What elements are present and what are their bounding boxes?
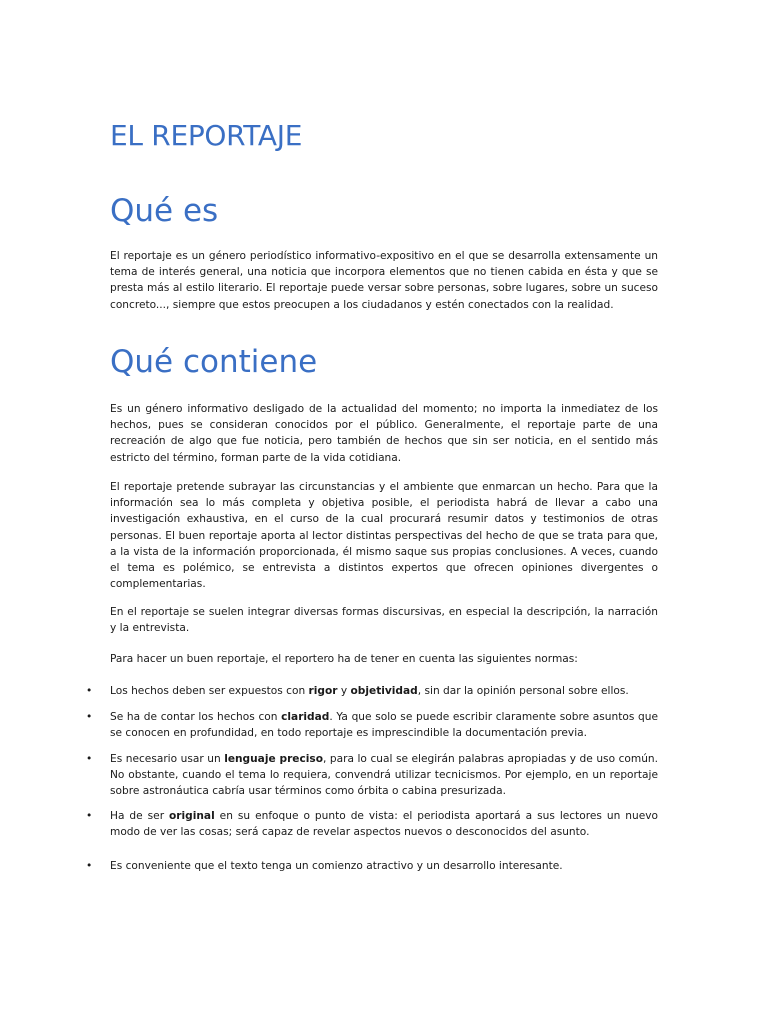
document-title: EL REPORTAJE [110, 119, 303, 152]
bullet-icon: • [86, 860, 93, 872]
bullet-icon: • [86, 810, 93, 822]
paragraph-content-4: Para hacer un buen reportaje, el reportero ha de tener en cuenta las siguientes normas: [110, 653, 578, 665]
section-heading-que-contiene: Qué contiene [110, 344, 318, 380]
keyword-objetividad: objetividad [350, 685, 418, 697]
rule-text: Los hechos deben ser expuestos con rigor y objetividad, sin dar la opinión personal sobre ellos. [110, 685, 629, 697]
keyword-original: original [169, 810, 215, 822]
paragraph-content-3: En el reportaje se suelen integrar diversas formas discursivas, en especial la descripción, la narración y la entrevista. [110, 606, 658, 635]
paragraph-content-1: Es un género informativo desligado de la actualidad del momento; no importa la inmediatez de los hechos, pues se consideran conocidos por el público. Generalmente, el reportaje parte de una recreación de algo que fue noticia, pero también de hechos que sin ser noticia, en el sentido más estricto del término, forman parte de la vida cotidiana. [110, 403, 658, 464]
section-heading-que-es: Qué es [110, 193, 219, 229]
bullet-icon: • [86, 711, 93, 723]
keyword-rigor: rigor [308, 685, 338, 697]
rule-text: Ha de ser original en su enfoque o punto de vista: el periodista aportará a sus lectores un nuevo modo de ver las cosas; será capaz de revelar aspectos nuevos o desconocidos del asunto. [110, 810, 658, 839]
rule-text: Es necesario usar un lenguaje preciso, para lo cual se elegirán palabras apropiadas y de uso común. No obstante, cuando el tema lo requiera, convendrá utilizar tecnicismos. Por ejemplo, en un reportaje sobre astronáutica cabría usar términos como órbita o cabina presurizada. [110, 753, 658, 798]
rule-text: Es conveniente que el texto tenga un comienzo atractivo y un desarrollo interesante. [110, 860, 563, 872]
bullet-icon: • [86, 685, 93, 697]
keyword-lenguaje-preciso: lenguaje preciso [224, 753, 323, 765]
paragraph-definition: El reportaje es un género periodístico informativo-expositivo en el que se desarrolla extensamente un tema de interés general, una noticia que incorpora elementos que no tienen cabida en ésta y que se presta más al estilo literario. El reportaje puede versar sobre personas, sobre lugares, sobre un suceso concreto..., siempre que estos preocupen a los ciudadanos y estén conectados con la realidad. [110, 250, 658, 311]
paragraph-content-2: El reportaje pretende subrayar las circunstancias y el ambiente que enmarcan un hecho. Para que la información sea lo más completa y objetiva posible, el periodista habrá de llevar a cabo una investigación exhaustiva, en el curso de la cual procurará resumir datos y testimonios de otras personas. El buen reportaje aporta al lector distintas perspectivas del hecho de que se trata para que, a la vista de la información proporcionada, él mismo saque sus propias conclusiones. A veces, cuando el tema es polémico, se entrevista a distintos expertos que ofrecen opiniones divergentes o complementarias. [110, 481, 658, 591]
keyword-claridad: claridad [281, 711, 330, 723]
bullet-icon: • [86, 753, 93, 765]
rule-text: Se ha de contar los hechos con claridad. Ya que solo se puede escribir claramente sobre asuntos que se conocen en profundidad, en todo reportaje es imprescindible la documentación previa. [110, 711, 658, 740]
